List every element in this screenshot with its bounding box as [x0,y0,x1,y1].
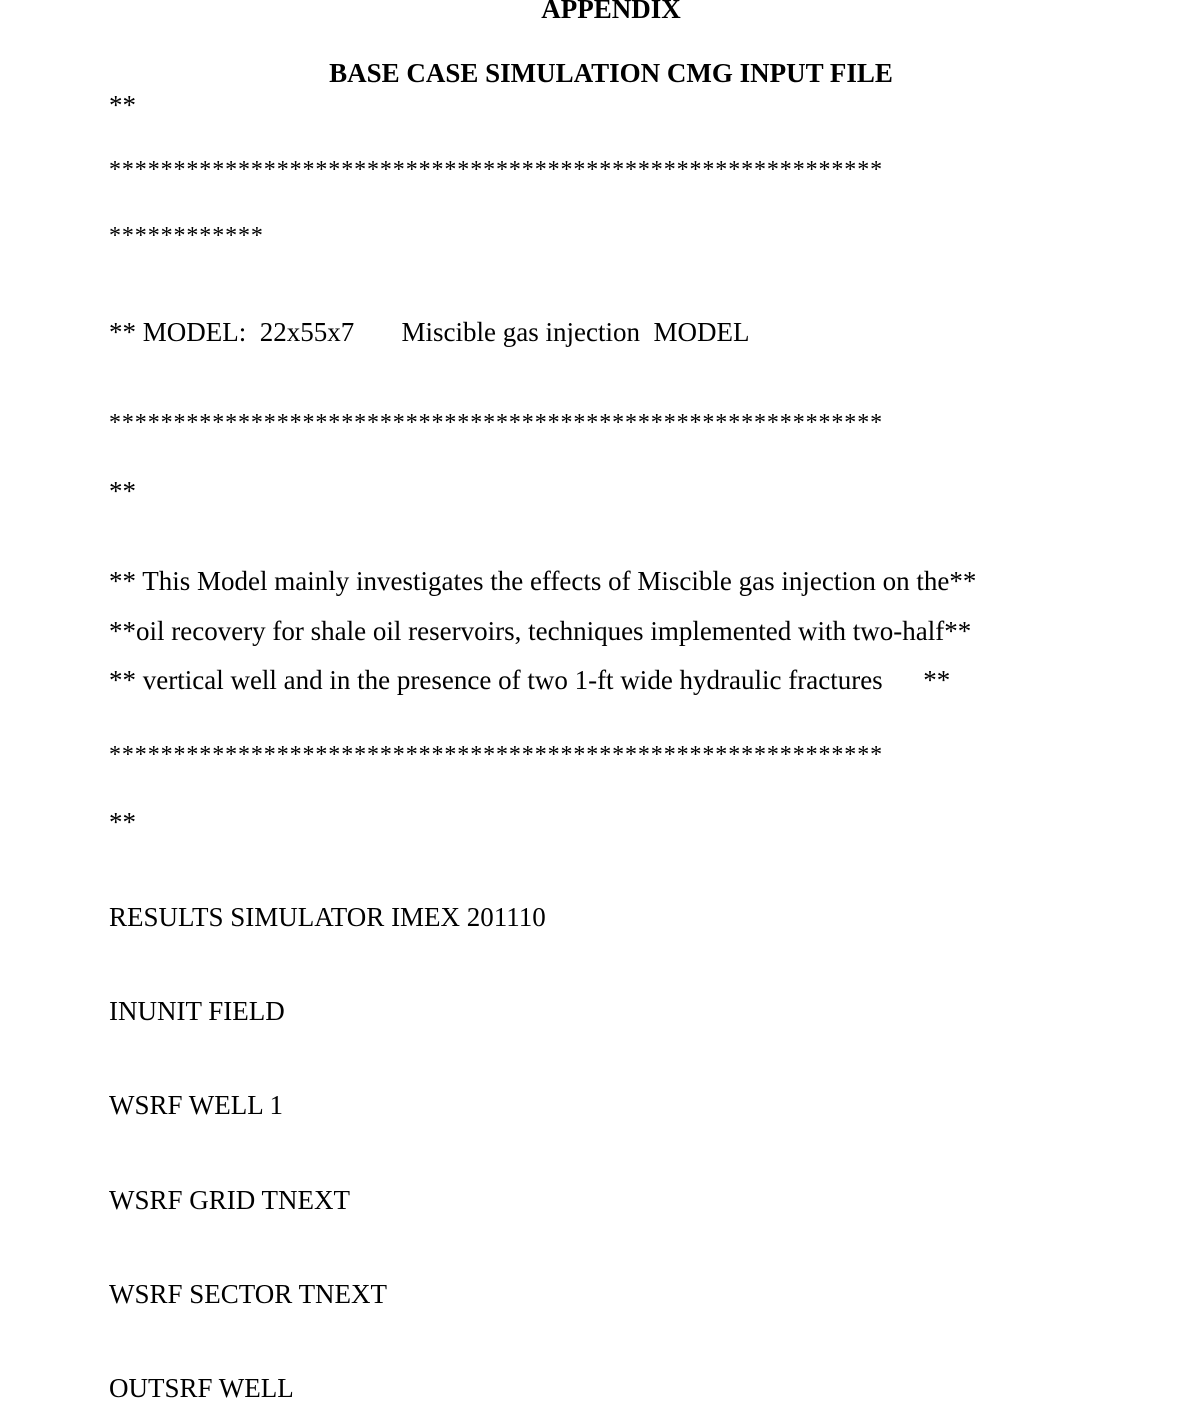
comment-line: ** [109,476,136,506]
model-comment-line: ** MODEL: 22x55x7 Miscible gas injection MODEL [109,317,750,347]
comment-line: ** [109,807,136,837]
comment-divider: ************************************************************ [109,742,883,768]
keyword-line: INUNIT FIELD [109,996,285,1026]
comment-divider: ************************************************************ [109,410,883,436]
document-title: BASE CASE SIMULATION CMG INPUT FILE [329,58,893,88]
appendix-heading: APPENDIX [541,0,681,24]
comment-divider: ************ [109,223,264,249]
description-line: **oil recovery for shale oil reservoirs, techniques implemented with two-half** [109,616,972,646]
comment-line: ** [109,90,136,120]
keyword-line: WSRF GRID TNEXT [109,1185,351,1215]
description-line: ** This Model mainly investigates the effects of Miscible gas injection on the** [109,566,977,596]
comment-divider: ************************************************************ [109,157,883,183]
keyword-line: RESULTS SIMULATOR IMEX 201110 [109,902,546,932]
keyword-line: WSRF SECTOR TNEXT [109,1279,388,1309]
keyword-line: OUTSRF WELL [109,1373,294,1403]
description-line: ** vertical well and in the presence of two 1-ft wide hydraulic fractures ** [109,665,951,695]
keyword-line: WSRF WELL 1 [109,1090,283,1120]
